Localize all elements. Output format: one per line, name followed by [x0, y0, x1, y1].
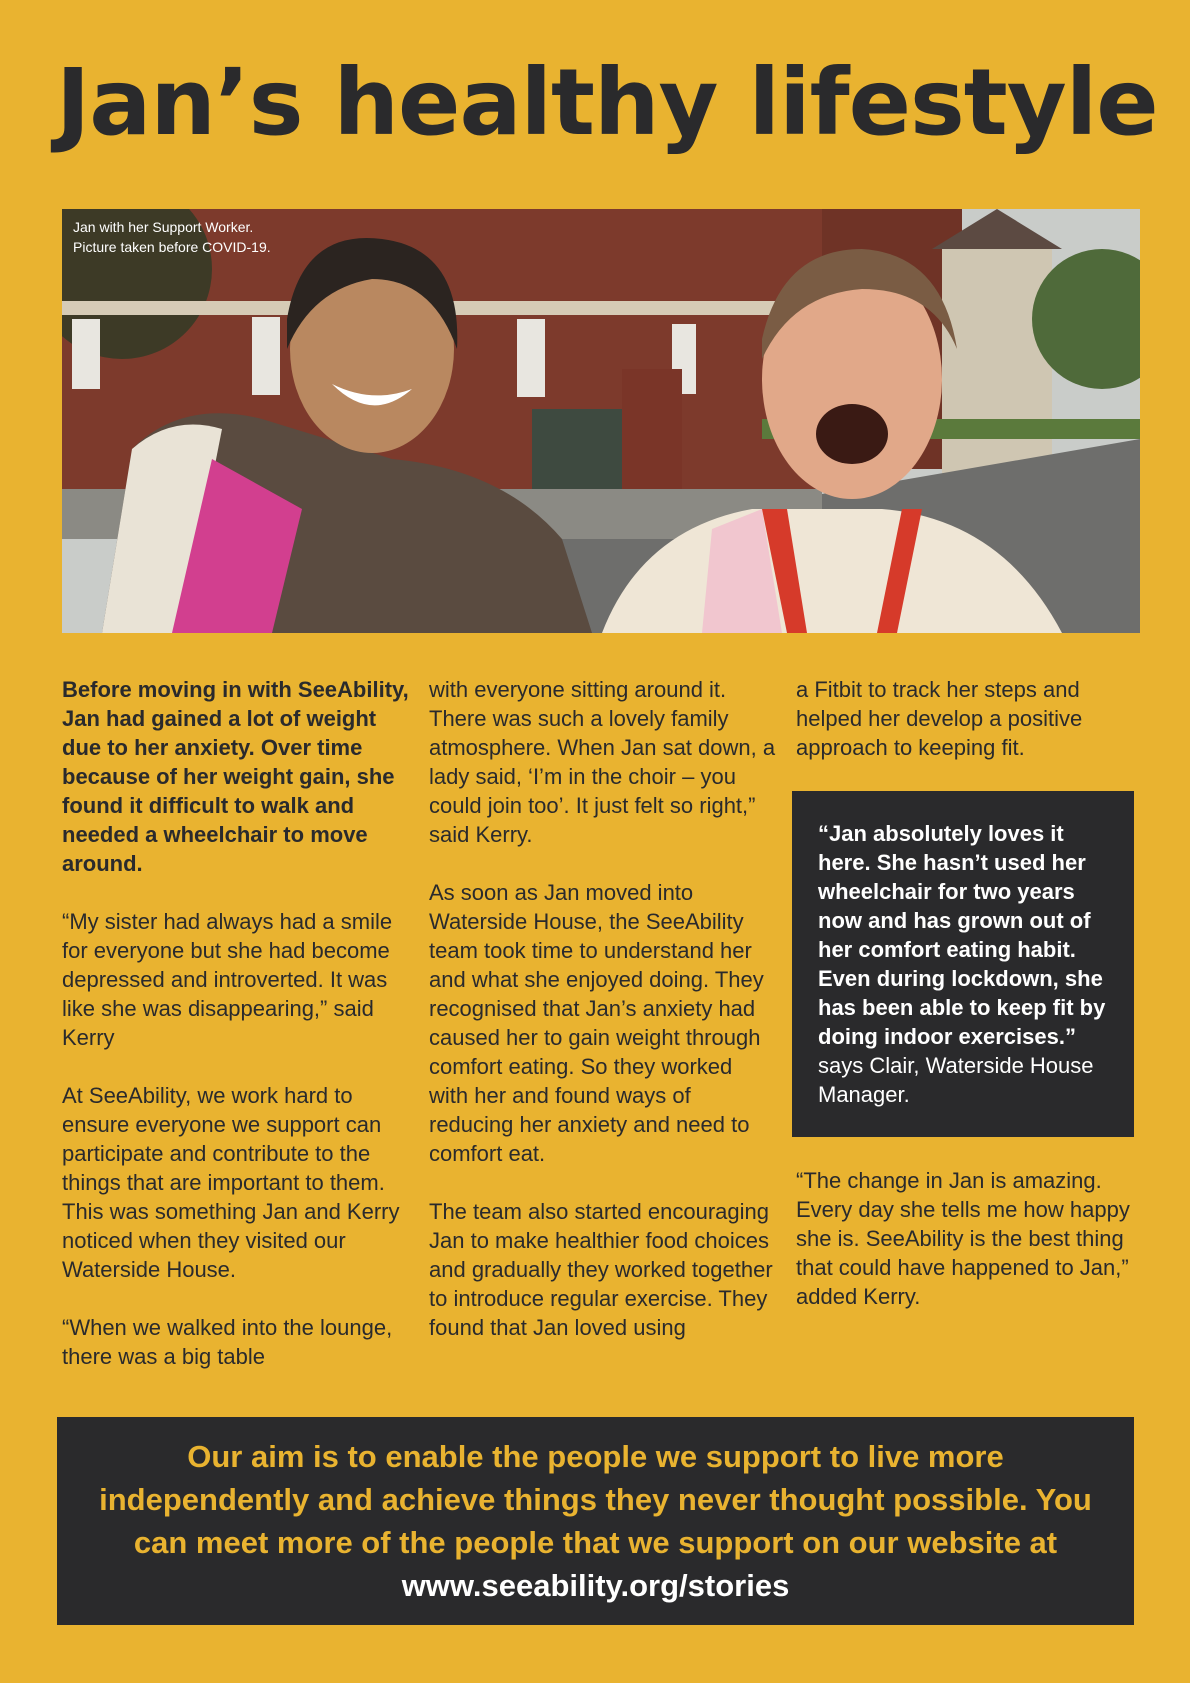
pull-quote — [792, 791, 1134, 1137]
paragraph: “The change in Jan is amazing. Every day she tells me how happy she is. SeeAbility is the best thing that could have happened to Jan,” added Kerry. — [796, 1168, 1130, 1309]
banner-message: Our aim is to enable the people we support to live more independently and achieve things they never thought possible. You can meet more of the people that we support on our website at — [99, 1439, 1092, 1560]
quote-text: “Jan absolutely loves it here. She hasn’t used her wheelchair for two years now and has grown out of her comfort eating habit. Even during lockdown, she has been able to keep fit by doing indoor exercises.” — [818, 821, 1106, 1049]
paragraph: “My sister had always had a smile for everyone but she had become depressed and introverted. It was like she was disappearing,” said Kerry — [62, 909, 393, 1050]
text-column-2 — [429, 675, 777, 1371]
text-column-1 — [62, 675, 410, 1400]
photo-jan-and-support-worker — [62, 209, 1140, 633]
paragraph: a Fitbit to track her steps and helped her develop a positive approach to keeping fit. — [796, 677, 1083, 760]
banner-text — [86, 1435, 1106, 1607]
lead-paragraph: Before moving in with SeeAbility, Jan had gained a lot of weight due to her anxiety. Over time because of her weight gain, she found it difficult to walk and needed a wheelchair to move around. — [62, 677, 409, 876]
text-column-3 — [796, 675, 1144, 1340]
stories-link[interactable]: www.seeability.org/stories — [401, 1568, 790, 1603]
paragraph: “When we walked into the lounge, there was a big table — [62, 1315, 393, 1369]
page-title: Jan’s healthy lifestyle — [56, 49, 1158, 156]
paragraph: As soon as Jan moved into Waterside House, the SeeAbility team took time to understand her and what she enjoyed doing. They recognised that Jan’s anxiety had caused her to gain weight through comfort eating. So they worked with her and found ways of reducing her anxiety and need to comfort eat. — [429, 880, 764, 1166]
photo-caption: Jan with her Support Worker. Picture taken before COVID-19. — [73, 219, 271, 255]
paragraph: At SeeAbility, we work hard to ensure everyone we support can participate and contribute to the things that are important to them. This was something Jan and Kerry noticed when they visited our Waterside House. — [62, 1083, 400, 1282]
paragraph: The team also started encouraging Jan to make healthier food choices and gradually they worked together to introduce regular exercise. They found that Jan loved using — [429, 1199, 773, 1340]
call-to-action-banner — [57, 1417, 1134, 1625]
quote-attribution: says Clair, Waterside House Manager. — [818, 1053, 1094, 1107]
paragraph: with everyone sitting around it. There was such a lovely family atmosphere. When Jan sat down, a lady said, ‘I’m in the choir – you could join too’. It just felt so right,” said Kerry. — [429, 677, 776, 847]
